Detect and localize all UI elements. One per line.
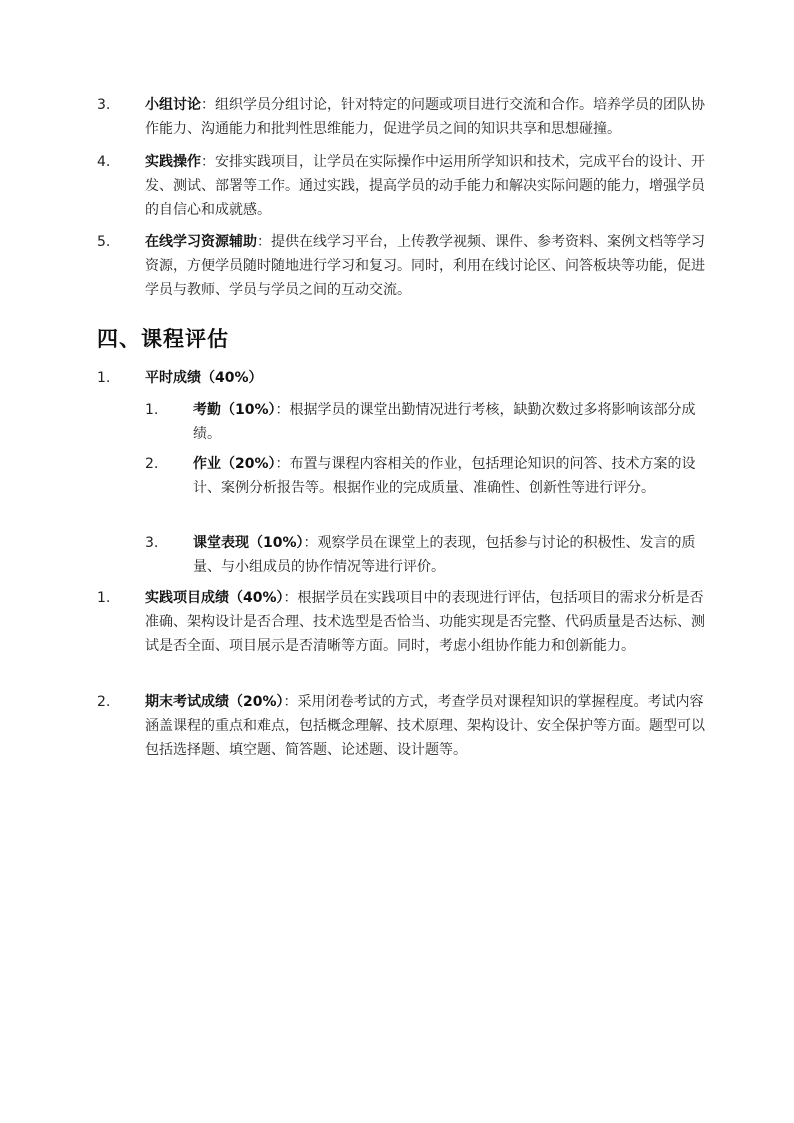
item-body: 布置与课程内容相关的作业，包括理论知识的问答、技术方案的设计、案例分析报告等。根据作业的完成质量、准确性、创新性等进行评分。: [193, 456, 696, 496]
item-body: 安排实践项目，让学员在实际操作中运用所学知识和技术，完成平台的设计、开发、测试、部署等工作。通过实践，提高学员的动手能力和解决实际问题的能力，增强学员的自信心和成就感。: [145, 154, 705, 218]
list-item-text: [145, 366, 707, 390]
item-separator: ：: [303, 535, 318, 551]
item-label: 在线学习资源辅助: [145, 234, 257, 250]
item-separator: ：: [275, 402, 290, 418]
item-separator: ：: [201, 154, 215, 170]
item-label: 期末考试成绩（20%）: [145, 694, 284, 710]
item-body: 根据学员在实践项目中的表现进行评估，包括项目的需求分析是否准确、架构设计是否合理、技术选型是否恰当、功能实现是否完整、代码质量是否达标、测试是否全面、项目展示是否清晰等方面。同时，考虑小组协作能力和创新能力。: [145, 590, 705, 654]
list-number: 2.: [97, 694, 111, 710]
list-item-text: [193, 531, 707, 579]
list-number: 1.: [97, 590, 111, 606]
item-separator: ：: [283, 590, 298, 606]
item-label: 实践项目成绩（40%）: [145, 590, 284, 606]
item-body: 提供在线学习平台，上传教学视频、课件、参考资料、案例文档等学习资源，方便学员随时随地进行学习和复习。同时，利用在线讨论区、问答板块等功能，促进学员与教师、学员与学员之间的互动交流。: [145, 234, 705, 298]
item-label: 课堂表现（10%）: [193, 535, 304, 551]
item-separator: ：: [275, 456, 290, 472]
item-label: 小组讨论: [145, 97, 201, 113]
list-number: 4.: [97, 154, 111, 170]
list-number: 3.: [97, 97, 111, 113]
section-heading: 四、课程评估: [97, 327, 229, 351]
item-separator: ：: [201, 97, 215, 113]
item-body: 观察学员在课堂上的表现，包括参与讨论的积极性、发言的质量、与小组成员的协作情况等进行评价。: [193, 535, 696, 575]
item-body: 根据学员的课堂出勤情况进行考核，缺勤次数过多将影响该部分成绩。: [193, 402, 696, 442]
list-item-text: [145, 150, 707, 222]
item-label: 实践操作: [145, 154, 201, 170]
item-body: 采用闭卷考试的方式，考查学员对课程知识的掌握程度。考试内容涵盖课程的重点和难点，包括概念理解、技术原理、架构设计、安全保护等方面。题型可以包括选择题、填空题、简答题、论述题、设计题等。: [145, 694, 705, 758]
list-item-text: [145, 586, 707, 658]
list-number: 2.: [145, 456, 159, 472]
list-number: 3.: [145, 535, 159, 551]
list-number: 1.: [145, 402, 159, 418]
list-item-text: [145, 230, 707, 302]
item-label: 考勤（10%）: [193, 402, 276, 418]
item-label: 作业（20%）: [193, 456, 276, 472]
item-label: 平时成绩（40%）: [145, 370, 263, 386]
item-body: 组织学员分组讨论，针对特定的问题或项目进行交流和合作。培养学员的团队协作能力、沟通能力和批判性思维能力，促进学员之间的知识共享和思想碰撞。: [145, 97, 705, 137]
list-item-text: [145, 93, 707, 141]
list-item-text: [193, 398, 707, 446]
item-separator: ：: [257, 234, 271, 250]
list-item-text: [193, 452, 707, 500]
list-number: 5.: [97, 234, 111, 250]
item-separator: ：: [283, 694, 298, 710]
list-item-text: [145, 690, 707, 762]
list-number: 1.: [97, 370, 111, 386]
